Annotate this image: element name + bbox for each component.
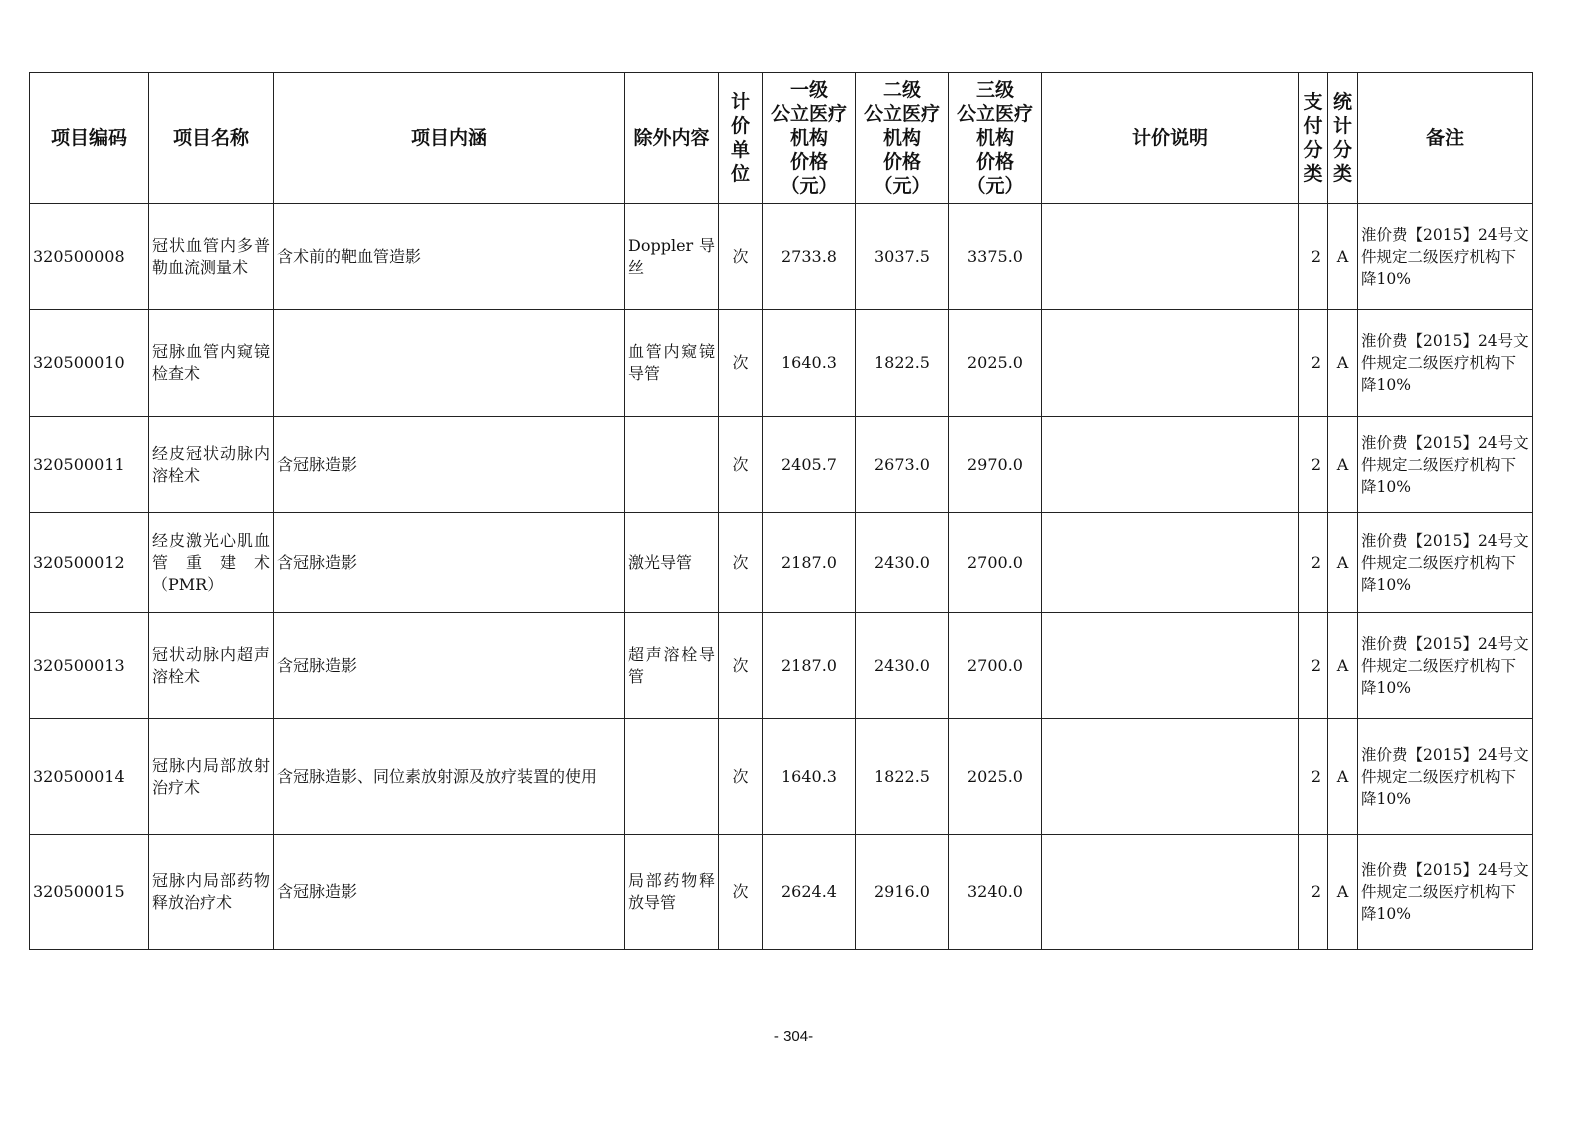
item-price-level1: 2405.7 — [763, 417, 856, 513]
item-content: 含冠脉造影 — [274, 835, 625, 950]
table-row — [30, 835, 1533, 950]
item-unit: 次 — [719, 310, 763, 417]
item-excluded: 局部药物释放导管 — [625, 835, 719, 950]
item-stat-category: A — [1328, 719, 1358, 835]
item-unit: 次 — [719, 719, 763, 835]
table-row — [30, 310, 1533, 417]
item-stat-category: A — [1328, 310, 1358, 417]
item-name: 冠状动脉内超声溶栓术 — [149, 613, 274, 719]
item-name: 冠脉内局部药物释放治疗术 — [149, 835, 274, 950]
header-content: 项目内涵 — [274, 73, 625, 204]
item-price-level1: 1640.3 — [763, 719, 856, 835]
item-code: 320500015 — [30, 835, 149, 950]
item-excluded: 血管内窥镜导管 — [625, 310, 719, 417]
item-price-level2: 2430.0 — [856, 613, 949, 719]
table-row — [30, 513, 1533, 613]
item-name: 冠脉血管内窥镜检查术 — [149, 310, 274, 417]
item-unit: 次 — [719, 613, 763, 719]
item-unit: 次 — [719, 835, 763, 950]
header-code: 项目编码 — [30, 73, 149, 204]
item-payment-category: 2 — [1299, 310, 1328, 417]
item-stat-category: A — [1328, 417, 1358, 513]
price-table — [29, 72, 1533, 950]
item-price-level3: 3375.0 — [949, 204, 1042, 310]
item-remarks: 淮价费【2015】24号文件规定二级医疗机构下降10% — [1358, 310, 1533, 417]
header-stat-category: 统 计 分 类 — [1328, 73, 1358, 204]
item-content: 含冠脉造影 — [274, 417, 625, 513]
item-name: 冠脉内局部放射治疗术 — [149, 719, 274, 835]
item-code: 320500012 — [30, 513, 149, 613]
item-pricing-note — [1042, 513, 1299, 613]
item-price-level3: 2025.0 — [949, 719, 1042, 835]
item-remarks: 淮价费【2015】24号文件规定二级医疗机构下降10% — [1358, 719, 1533, 835]
item-excluded: 激光导管 — [625, 513, 719, 613]
item-stat-category: A — [1328, 513, 1358, 613]
item-stat-category: A — [1328, 204, 1358, 310]
item-payment-category: 2 — [1299, 204, 1328, 310]
item-stat-category: A — [1328, 613, 1358, 719]
item-price-level1: 2187.0 — [763, 513, 856, 613]
item-price-level3: 2025.0 — [949, 310, 1042, 417]
item-price-level3: 2970.0 — [949, 417, 1042, 513]
item-payment-category: 2 — [1299, 719, 1328, 835]
item-code: 320500010 — [30, 310, 149, 417]
header-price-level1: 一级 公立医疗 机构 价格 （元） — [763, 73, 856, 204]
item-price-level2: 2673.0 — [856, 417, 949, 513]
item-remarks: 淮价费【2015】24号文件规定二级医疗机构下降10% — [1358, 513, 1533, 613]
item-price-level3: 2700.0 — [949, 613, 1042, 719]
item-name: 冠状血管内多普勒血流测量术 — [149, 204, 274, 310]
item-remarks: 淮价费【2015】24号文件规定二级医疗机构下降10% — [1358, 417, 1533, 513]
item-content: 含冠脉造影、同位素放射源及放疗装置的使用 — [274, 719, 625, 835]
header-name: 项目名称 — [149, 73, 274, 204]
item-remarks: 淮价费【2015】24号文件规定二级医疗机构下降10% — [1358, 835, 1533, 950]
item-price-level1: 2733.8 — [763, 204, 856, 310]
item-remarks: 淮价费【2015】24号文件规定二级医疗机构下降10% — [1358, 204, 1533, 310]
item-excluded — [625, 417, 719, 513]
item-content: 含冠脉造影 — [274, 613, 625, 719]
header-row — [30, 73, 1533, 204]
table-row — [30, 417, 1533, 513]
item-price-level2: 2916.0 — [856, 835, 949, 950]
item-payment-category: 2 — [1299, 513, 1328, 613]
item-code: 320500014 — [30, 719, 149, 835]
item-name: 经皮冠状动脉内溶栓术 — [149, 417, 274, 513]
item-content: 含冠脉造影 — [274, 513, 625, 613]
page-number: - 304- — [773, 1028, 814, 1045]
item-code: 320500011 — [30, 417, 149, 513]
item-excluded: 超声溶栓导管 — [625, 613, 719, 719]
table-row — [30, 204, 1533, 310]
header-price-level3: 三级 公立医疗 机构 价格 （元） — [949, 73, 1042, 204]
item-unit: 次 — [719, 513, 763, 613]
item-remarks: 淮价费【2015】24号文件规定二级医疗机构下降10% — [1358, 613, 1533, 719]
item-payment-category: 2 — [1299, 417, 1328, 513]
table-row — [30, 719, 1533, 835]
item-stat-category: A — [1328, 835, 1358, 950]
item-pricing-note — [1042, 204, 1299, 310]
item-pricing-note — [1042, 417, 1299, 513]
header-unit: 计 价 单 位 — [719, 73, 763, 204]
item-pricing-note — [1042, 719, 1299, 835]
item-code: 320500013 — [30, 613, 149, 719]
item-price-level2: 2430.0 — [856, 513, 949, 613]
header-excluded: 除外内容 — [625, 73, 719, 204]
item-name: 经皮激光心肌血管重建术（PMR） — [149, 513, 274, 613]
item-payment-category: 2 — [1299, 613, 1328, 719]
item-price-level3: 3240.0 — [949, 835, 1042, 950]
item-code: 320500008 — [30, 204, 149, 310]
item-price-level3: 2700.0 — [949, 513, 1042, 613]
item-price-level1: 2624.4 — [763, 835, 856, 950]
item-content — [274, 310, 625, 417]
item-price-level2: 1822.5 — [856, 310, 949, 417]
table-row — [30, 613, 1533, 719]
item-pricing-note — [1042, 835, 1299, 950]
header-price-level2: 二级 公立医疗 机构 价格 （元） — [856, 73, 949, 204]
item-payment-category: 2 — [1299, 835, 1328, 950]
item-excluded: Doppler 导丝 — [625, 204, 719, 310]
item-content: 含术前的靶血管造影 — [274, 204, 625, 310]
header-remarks: 备注 — [1358, 73, 1533, 204]
item-pricing-note — [1042, 310, 1299, 417]
item-pricing-note — [1042, 613, 1299, 719]
item-price-level2: 3037.5 — [856, 204, 949, 310]
item-price-level1: 1640.3 — [763, 310, 856, 417]
header-payment-category: 支 付 分 类 — [1299, 73, 1328, 204]
item-unit: 次 — [719, 417, 763, 513]
header-pricing-note: 计价说明 — [1042, 73, 1299, 204]
item-excluded — [625, 719, 719, 835]
item-price-level2: 1822.5 — [856, 719, 949, 835]
item-price-level1: 2187.0 — [763, 613, 856, 719]
item-unit: 次 — [719, 204, 763, 310]
